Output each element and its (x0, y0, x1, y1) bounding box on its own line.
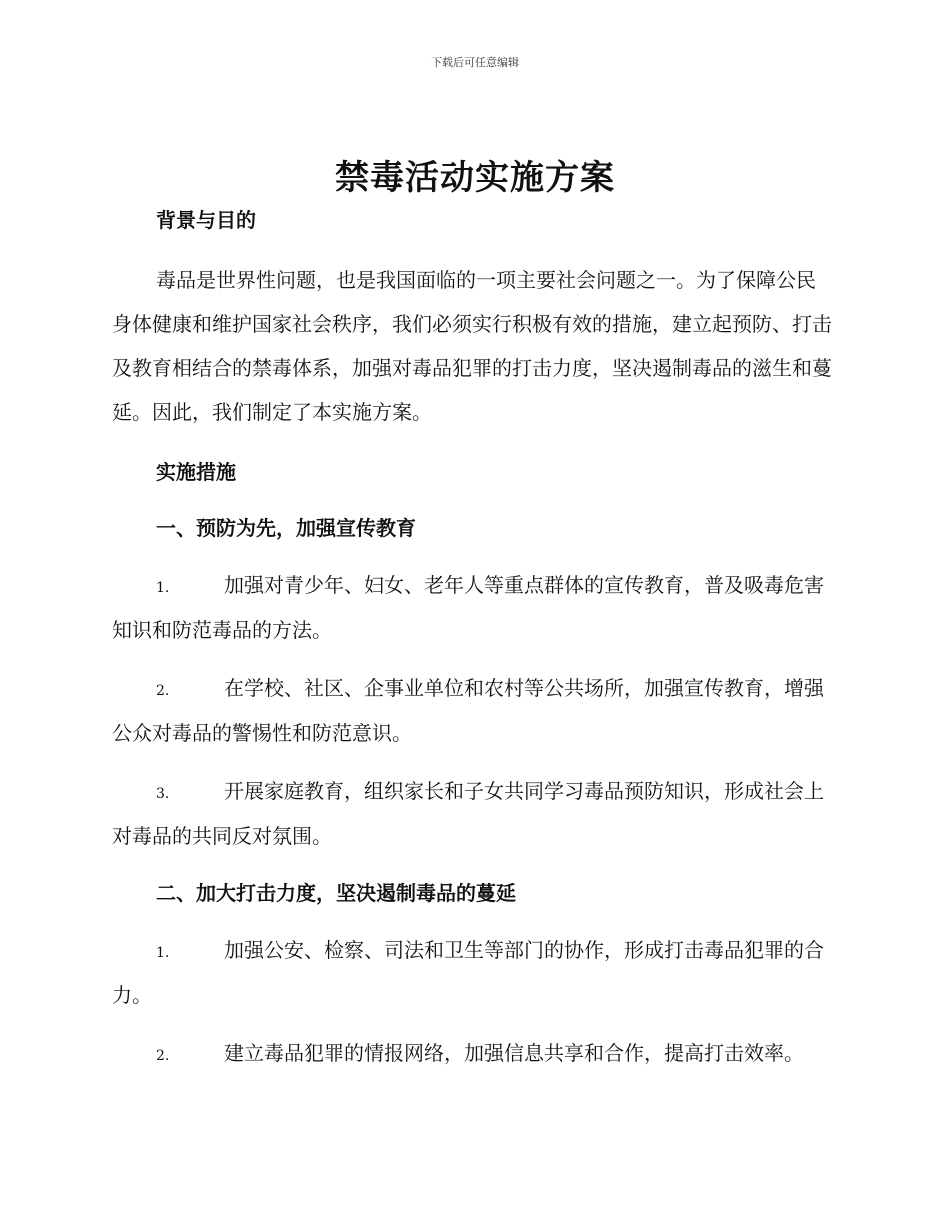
list-number: 1. (156, 945, 170, 961)
list-item (112, 1032, 834, 1077)
list-number: 2. (156, 1048, 170, 1064)
list-item-text: 建立毒品犯罪的情报网络，加强信息共享和合作，提高打击效率。 (224, 1041, 804, 1065)
list-item (112, 770, 834, 857)
background-paragraph: 毒品是世界性问题，也是我国面临的一项主要社会问题之一。为了保障公民身体健康和维护国家社会秩序，我们必须实行积极有效的措施，建立起预防、打击及教育相结合的禁毒体系，加强对毒品犯罪的打击力度，坚决遏制毒品的滋生和蔓延。因此，我们制定了本实施方案。 (112, 268, 832, 424)
header-note: 下载后可任意编辑 (431, 56, 519, 69)
section-heading-background: 背景与目的 (156, 208, 256, 232)
list-item (112, 929, 834, 1016)
list-item (112, 564, 834, 651)
list-item-text: 开展家庭教育，组织家长和子女共同学习毒品预防知识，形成社会上对毒品的共同反对氛围。 (112, 779, 824, 848)
list-item (112, 667, 834, 754)
list-number: 2. (156, 683, 170, 699)
section-heading-measures: 实施措施 (156, 460, 236, 484)
list-item-text: 加强公安、检察、司法和卫生等部门的协作，形成打击毒品犯罪的合力。 (112, 938, 824, 1007)
section-heading-part2: 二、加大打击力度，坚决遏制毒品的蔓延 (156, 881, 516, 905)
section-heading-part1: 一、预防为先，加强宣传教育 (156, 516, 416, 540)
list-item-text: 加强对青少年、妇女、老年人等重点群体的宣传教育，普及吸毒危害知识和防范毒品的方法。 (112, 573, 824, 642)
list-item-text: 在学校、社区、企事业单位和农村等公共场所，加强宣传教育，增强公众对毒品的警惕性和防范意识。 (112, 676, 824, 745)
list-number: 1. (156, 580, 170, 596)
document-body (112, 200, 834, 1077)
list-number: 3. (156, 786, 170, 802)
document-title: 禁毒活动实施方案 (335, 158, 615, 198)
